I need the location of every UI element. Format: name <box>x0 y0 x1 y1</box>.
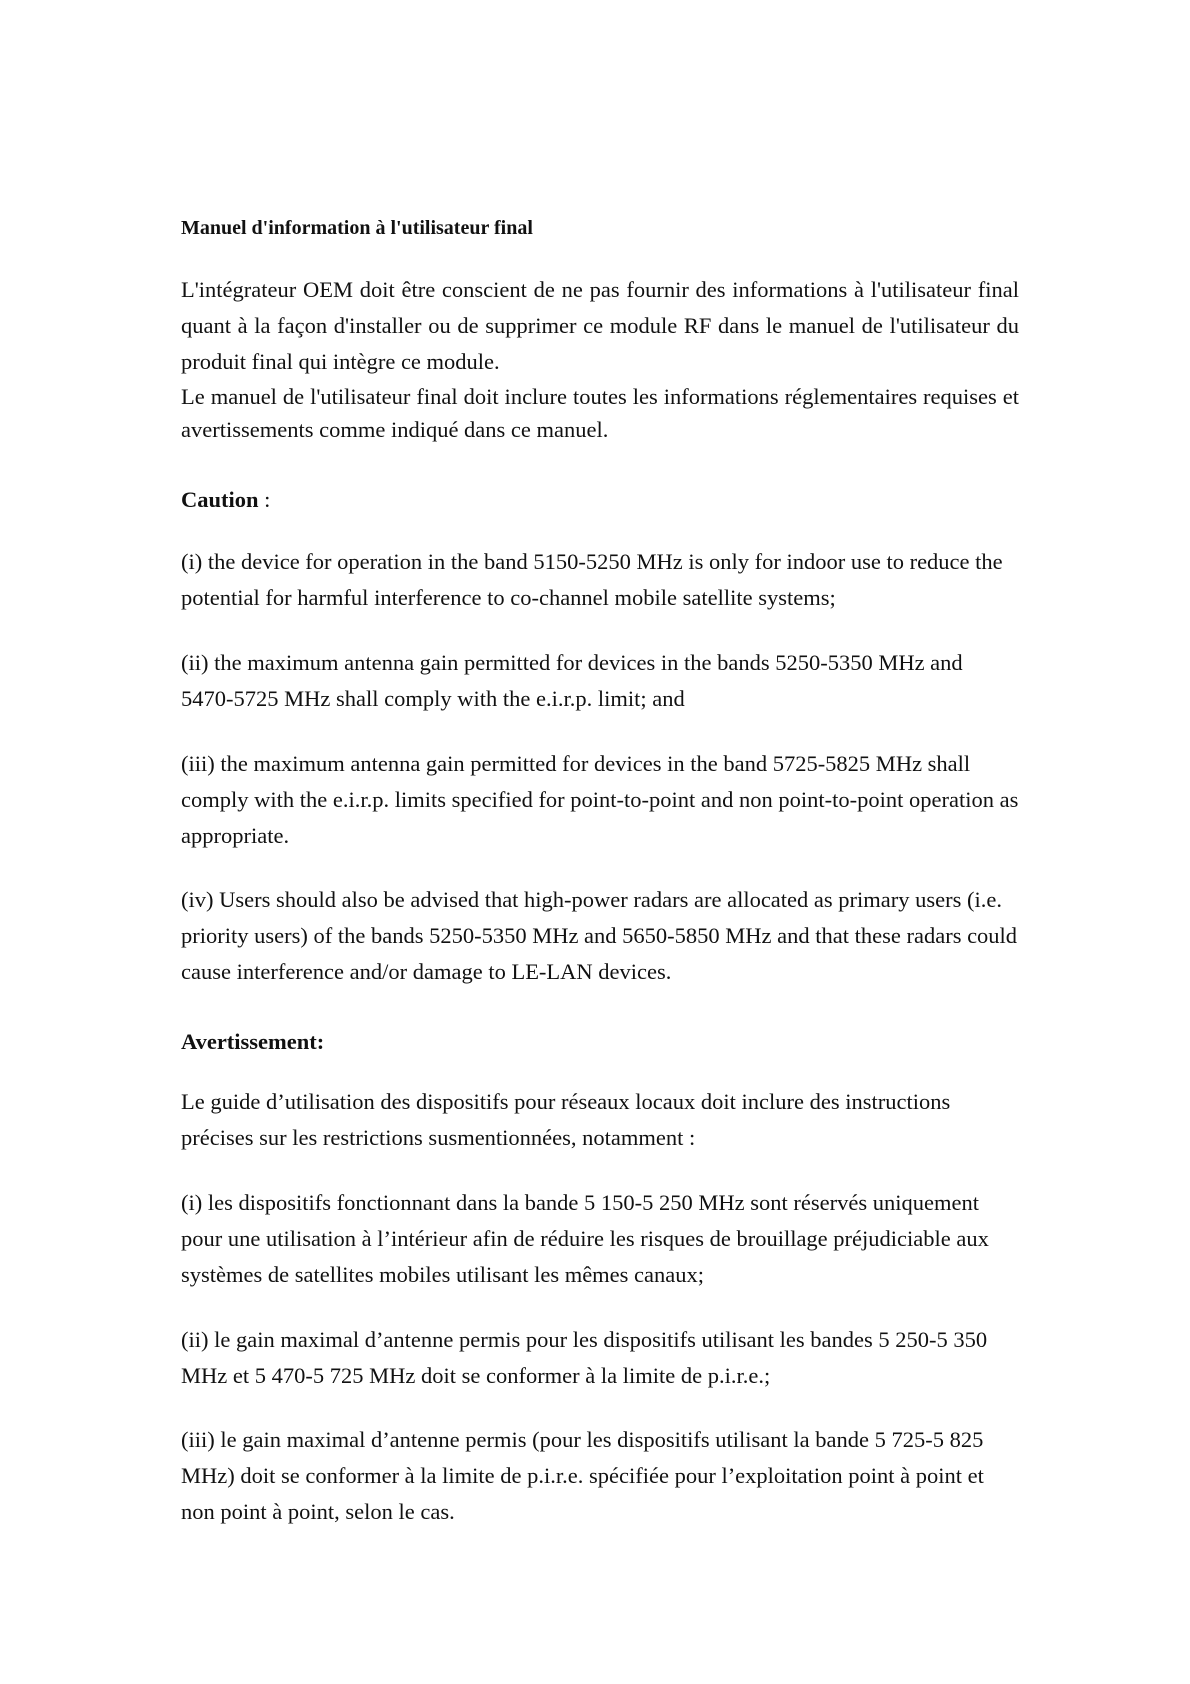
caution-item-iv: (iv) Users should also be advised that high-power radars are allocated as primary users (i.e. priority users) of the bands 5250-5350 MHz and 5650-5850 MHz and that these radars could cause interference and/or damage to LE-LAN devices. <box>181 887 1018 984</box>
avertissement-intro: Le guide d’utilisation des dispositifs pour réseaux locaux doit inclure des instructions précises sur les restrictions susmentionnées, notamment : <box>181 1089 951 1150</box>
avertissement-item-iii: (iii) le gain maximal d’antenne permis (pour les dispositifs utilisant la bande 5 725-5 825 MHz) doit se conformer à la limite de p.i.r.e. spécifiée pour l’exploitation point à point et non point à point, selon le cas. <box>181 1427 984 1524</box>
intro-paragraph-manual: Le manuel de l'utilisateur final doit inclure toutes les informations réglementaires requises et avertissements comme indiqué dans ce manuel. <box>181 384 1019 442</box>
caution-heading <box>181 486 1019 514</box>
caution-item-i: (i) the device for operation in the band 5150-5250 MHz is only for indoor use to reduce the potential for harmful interference to co-channel mobile satellite systems; <box>181 549 1003 610</box>
intro-paragraph-oem: L'intégrateur OEM doit être conscient de ne pas fournir des informations à l'utilisateur final quant à la façon d'installer ou de supprimer ce module RF dans le manuel de l'utilisateur du produit final qui intègre ce module. <box>181 277 1019 374</box>
caution-item-ii: (ii) the maximum antenna gain permitted for devices in the bands 5250-5350 MHz and 5470-5725 MHz shall comply with the e.i.r.p. limit; and <box>181 650 963 711</box>
caution-item-iii: (iii) the maximum antenna gain permitted for devices in the band 5725-5825 MHz shall comply with the e.i.r.p. limits specified for point-to-point and non point-to-point operation as appropriate. <box>181 751 1019 848</box>
caution-heading-suffix: : <box>258 487 271 512</box>
caution-heading-label: Caution <box>181 487 259 512</box>
document-title: Manuel d'information à l'utilisateur final <box>181 217 533 239</box>
avertissement-item-ii: (ii) le gain maximal d’antenne permis pour les dispositifs utilisant les bandes 5 250-5 350 MHz et 5 470-5 725 MHz doit se conformer à la limite de p.i.r.e.; <box>181 1327 988 1388</box>
avertissement-heading: Avertissement: <box>181 1029 325 1054</box>
avertissement-item-i: (i) les dispositifs fonctionnant dans la bande 5 150-5 250 MHz sont réservés uniquement pour une utilisation à l’intérieur afin de réduire les risques de brouillage préjudiciable aux systèmes de satellites mobiles utilisant les mêmes canaux; <box>181 1190 989 1287</box>
